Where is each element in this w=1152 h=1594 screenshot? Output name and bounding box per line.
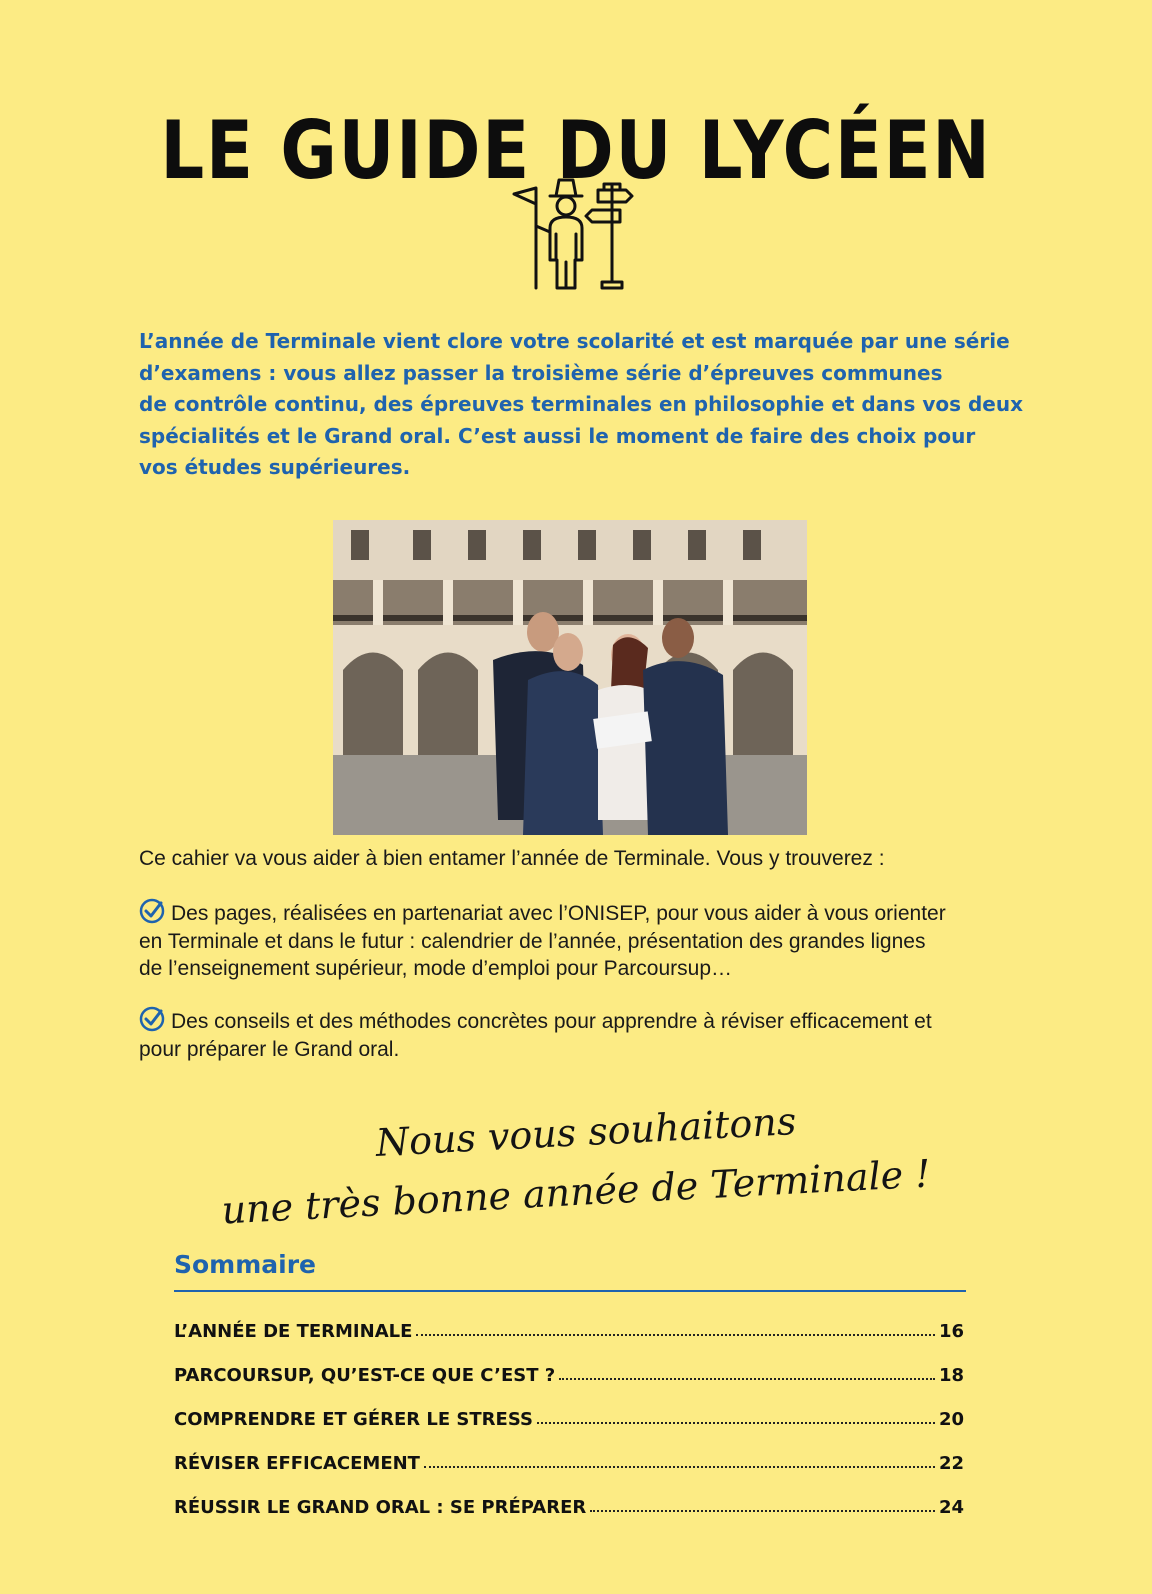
toc-entry [174, 1356, 964, 1386]
toc-leader-dots [424, 1466, 935, 1468]
toc-entry-page: 16 [938, 1321, 964, 1342]
list-item-text: Des pages, réalisées en partenariat avec l’ONISEP, pour vous aider à vous orienter [171, 902, 946, 925]
toc-divider [174, 1290, 966, 1292]
students-photo [333, 520, 807, 835]
intro-line: spécialités et le Grand oral. C’est aussi le moment de faire des choix pour [139, 423, 976, 448]
intro-line: L’année de Terminale vient clore votre scolarité et est marquée par une série [139, 329, 1010, 353]
toc-leader-dots [590, 1510, 935, 1512]
list-item-line: de l’enseignement supérieur, mode d’emploi pour Parcoursup… [139, 957, 733, 980]
list-item-text: Des conseils et des méthodes concrètes pour apprendre à réviser efficacement et [171, 1010, 932, 1033]
toc-leader-dots [537, 1422, 935, 1424]
list-item [139, 1006, 1019, 1063]
toc-entry-page: 20 [938, 1409, 964, 1430]
intro-line: d’examens : vous allez passer la troisième série d’épreuves communes [139, 360, 943, 385]
wish-line-2: une très bonne année de Terminale ! [220, 1151, 932, 1233]
toc-entry-label: PARCOURSUP, QU’EST-CE QUE C’EST ? [174, 1365, 556, 1386]
toc-entry-label: COMPRENDRE ET GÉRER LE STRESS [174, 1409, 533, 1430]
toc-entry-page: 24 [938, 1497, 964, 1518]
toc-entry-label: RÉVISER EFFICACEMENT [174, 1453, 420, 1474]
toc-entry [174, 1444, 964, 1474]
toc-leader-dots [416, 1334, 935, 1336]
list-item-line: pour préparer le Grand oral. [139, 1037, 400, 1061]
toc-entry-label: RÉUSSIR LE GRAND ORAL : SE PRÉPARER [174, 1497, 587, 1518]
toc-heading: Sommaire [174, 1250, 317, 1279]
toc-entry [174, 1400, 964, 1430]
guide-signpost-icon [512, 170, 642, 295]
toc-entry-label: L’ANNÉE DE TERMINALE [174, 1321, 413, 1342]
toc-entry-page: 22 [938, 1453, 964, 1474]
list-item [139, 898, 1019, 983]
check-circle-icon [139, 898, 165, 924]
intro-line: de contrôle continu, des épreuves terminales en philosophie et dans vos deux [139, 392, 1024, 416]
lead-line: Ce cahier va vous aider à bien entamer l’année de Terminale. Vous y trouverez : [139, 847, 885, 870]
toc-entry [174, 1488, 964, 1518]
wish-line-1: Nous vous souhaitons [374, 1099, 798, 1165]
intro-line: vos études supérieures. [139, 455, 411, 479]
lead-text [139, 845, 1019, 873]
toc-leader-dots [559, 1378, 935, 1380]
intro-paragraph [139, 326, 1024, 484]
toc-entry-page: 18 [938, 1365, 964, 1386]
list-item-line [139, 1006, 1019, 1036]
toc-entry [174, 1312, 964, 1342]
list-item-line: en Terminale et dans le futur : calendrier de l’année, présentation des grandes lignes [139, 929, 926, 953]
check-circle-icon [139, 1006, 165, 1032]
page-title: LE GUIDE DU LYCÉEN [160, 103, 992, 197]
list-item-line [139, 898, 1019, 928]
